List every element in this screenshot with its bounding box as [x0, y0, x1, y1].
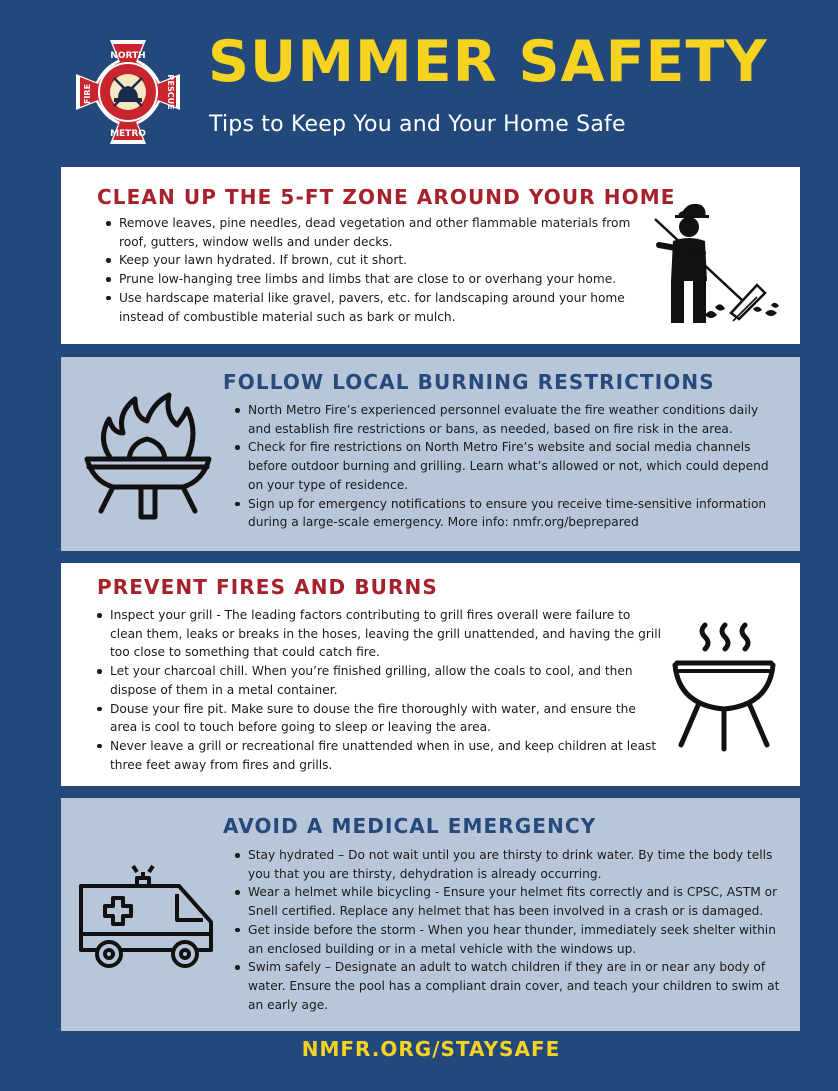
- barbecue-grill-icon: [669, 619, 779, 753]
- list-item: Get inside before the storm - When you hear thunder, immediately seek shelter within an enclosed building or in a metal vehicle with the windows up.: [233, 921, 785, 958]
- bullet-list: [233, 401, 785, 532]
- page-title: SUMMER SAFETY: [208, 29, 768, 95]
- list-item: Never leave a grill or recreational fire unattended when in use, and keep children at least three feet away from fires and grills.: [95, 737, 665, 774]
- footer-url[interactable]: NMFR.ORG/STAYSAFE: [301, 1037, 561, 1061]
- list-item: Inspect your grill - The leading factors contributing to grill fires overall were failure to clean them, leaks or breaks in the hoses, leaving the grill unattended, and having the grill too close to something that could catch fire.: [95, 606, 665, 662]
- list-item: Sign up for emergency notifications to ensure you receive time-sensitive information during a large-scale emergency. More info: nmfr.org/beprepared: [233, 495, 785, 532]
- bullet-list: [233, 846, 785, 1014]
- section-heading: CLEAN UP THE 5-FT ZONE AROUND YOUR HOME: [97, 185, 676, 209]
- logo-text-top: NORTH: [110, 51, 146, 61]
- list-item: Use hardscape material like gravel, pavers, etc. for landscaping around your home instead of combustible material such as bark or mulch.: [104, 289, 644, 326]
- logo-text-right: RESCUE: [166, 74, 175, 110]
- section-heading: PREVENT FIRES AND BURNS: [97, 575, 438, 599]
- list-item: Keep your lawn hydrated. If brown, cut it short.: [104, 251, 644, 270]
- list-item: Stay hydrated – Do not wait until you are thirsty to drink water. By time the body tells you that you are thirsty, dehydration is already occurring.: [233, 846, 785, 883]
- section-clean-up-zone: [61, 167, 800, 344]
- list-item: Wear a helmet while bicycling - Ensure your helmet fits correctly and is CPSC, ASTM or Snell certified. Replace any helmet that has been involved in a crash or is damaged.: [233, 883, 785, 920]
- bullet-list: [104, 214, 644, 326]
- list-item: North Metro Fire’s experienced personnel evaluate the fire weather conditions daily and establish fire restrictions or bans, as needed, based on fire risk in the area.: [233, 401, 785, 438]
- person-raking-leaves-icon: [649, 197, 785, 327]
- logo-text-left: FIRE: [83, 83, 92, 105]
- logo-text-bottom: METRO: [110, 129, 146, 139]
- section-heading: FOLLOW LOCAL BURNING RESTRICTIONS: [223, 370, 715, 394]
- section-heading: AVOID A MEDICAL EMERGENCY: [223, 814, 597, 838]
- list-item: Prune low-hanging tree limbs and limbs that are close to or overhang your home.: [104, 270, 644, 289]
- page-subtitle: Tips to Keep You and Your Home Safe: [209, 112, 626, 137]
- fire-pit-icon: [83, 389, 213, 527]
- list-item: Douse your fire pit. Make sure to douse the fire thoroughly with water, and ensure the area is cool to touch before going to sleep or leaving the area.: [95, 700, 665, 737]
- list-item: Check for fire restrictions on North Metro Fire’s website and social media channels before outdoor burning and grilling. Learn what’s allowed or not, which could depend on your type of residence.: [233, 438, 785, 494]
- bullet-list: [95, 606, 665, 774]
- section-burning-restrictions: [61, 357, 800, 551]
- ambulance-icon: [79, 858, 217, 970]
- list-item: Remove leaves, pine needles, dead vegetation and other flammable materials from roof, gutters, window wells and under decks.: [104, 214, 644, 251]
- section-prevent-fires: [61, 563, 800, 786]
- list-item: Swim safely – Designate an adult to watch children if they are in or near any body of water. Ensure the pool has a compliant drain cover, and teach your children to swim at an early age.: [233, 958, 785, 1014]
- section-medical-emergency: [61, 798, 800, 1031]
- north-metro-fire-rescue-logo: [74, 38, 182, 146]
- list-item: Let your charcoal chill. When you’re finished grilling, allow the coals to cool, and then dispose of them in a metal container.: [95, 662, 665, 699]
